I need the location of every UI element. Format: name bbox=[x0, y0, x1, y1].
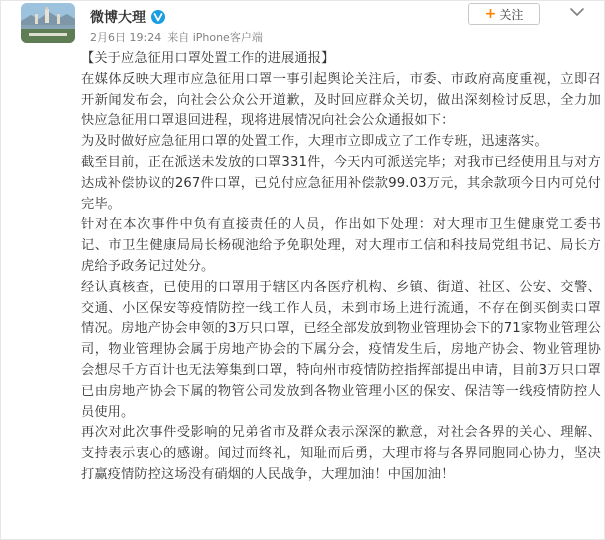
author-name-text[interactable]: 微博大理 bbox=[90, 10, 146, 26]
post-meta bbox=[90, 29, 269, 45]
post-header bbox=[1, 1, 604, 47]
post-content bbox=[81, 49, 601, 486]
post-paragraph: 在媒体反映大理市应急征用口罩一事引起舆论关注后，市委、市政府高度重视，立即召开新闻发布会，向社会公众公开道歉，及时回应群众关切，做出深刻检讨反思，全力加快应急征用口罩退回进程，现将进展情况向社会公众通报如下： bbox=[81, 71, 601, 129]
post-title: 【关于应急征用口罩处置工作的进展通报】 bbox=[81, 51, 335, 66]
avatar[interactable] bbox=[21, 3, 75, 43]
chevron-down-icon[interactable] bbox=[566, 3, 588, 21]
post-date[interactable]: 2月6日 19:24 bbox=[90, 31, 162, 44]
author-name[interactable] bbox=[90, 7, 165, 27]
verified-icon bbox=[151, 10, 165, 24]
post-source: 来自 iPhone客户端 bbox=[167, 31, 263, 44]
post-paragraph: 针对在本次事件中负有直接责任的人员，作出如下处理：对大理市卫生健康党工委书记、市卫生健康局局长杨砚池给予免职处理，对大理市工信和科技局党组书记、局长方虎给予政务记过处分。 bbox=[81, 217, 601, 274]
post-paragraph: 再次对此次事件受影响的兄弟省市及群众表示深深的歉意，对社会各界的关心、理解、支持表示衷心的感谢。闻过而终礼，知耻而后勇，大理市将与各界同胞同心协力，坚决打赢疫情防控这场没有硝烟的人民战争，大理加油！中国加油！ bbox=[81, 425, 601, 482]
post-paragraph: 截至目前，正在派送未发放的口罩331件，今天内可派送完毕；对我市已经使用且与对方达成补偿协议的267件口罩，已兑付应急征用补偿款99.03万元，其余款项今日内可兑付完毕。 bbox=[81, 154, 601, 212]
post-paragraph: 经认真核查，已使用的口罩用于辖区内各医疗机构、乡镇、街道、社区、公安、交警、交通、小区保安等疫情防控一线工作人员，未到市场上进行流通，不存在倒买倒卖口罩情况。房地产协会申领的3万只口罩，已经全部发放到物业管理协会下的71家物业管理公司，物业管理协会属于房地产协会的下属分会，疫情发生后，房地产协会、物业管理协会想尽千方百计也无法筹集到口罩，特向州市疫情防控指挥部提出申请，目前3万只口罩已由房地产协会下属的物管公司发放到各物业管理小区的保安、保洁等一线疫情防控人员使用。 bbox=[81, 279, 601, 420]
plus-icon: + bbox=[484, 6, 497, 22]
post-paragraph: 为及时做好应急征用口罩的处置工作，大理市立即成立了工作专班，迅速落实。 bbox=[81, 134, 548, 150]
follow-button[interactable] bbox=[468, 3, 540, 25]
follow-label: 关注 bbox=[499, 7, 524, 22]
